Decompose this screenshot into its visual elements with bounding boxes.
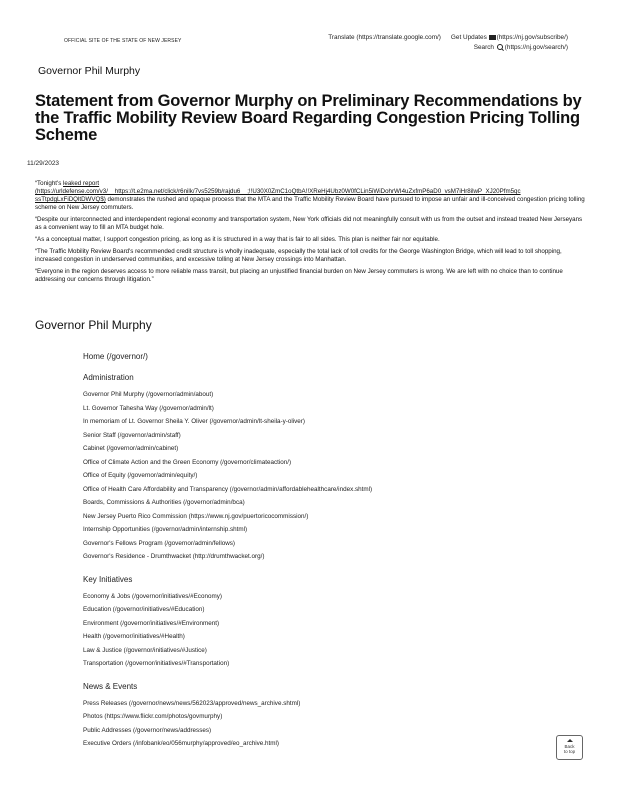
translate-link[interactable]: Translate (https://translate.google.com/) xyxy=(328,34,441,41)
nav-link[interactable]: Lt. Governor Tahesha Way (/governor/admin/lt) xyxy=(83,404,214,412)
site-title-link[interactable]: Governor Phil Murphy xyxy=(38,65,141,77)
search-icon xyxy=(497,44,503,50)
paragraph-4: “The Traffic Mobility Review Board's recommended credit structure is wholly inadequate, especially the total lack of toll credits for the George Washington Bridge, which will lead to toll shopping, increased congestion in underserved communities, and excessive tolling at New Jersey crossings into Manhattan. xyxy=(35,248,562,263)
initiatives-list xyxy=(83,593,503,674)
back-to-top-button[interactable] xyxy=(556,735,583,760)
administration-list xyxy=(83,391,503,567)
nav-link[interactable]: Education (/governor/initiatives/#Education) xyxy=(83,606,205,613)
get-updates-link[interactable] xyxy=(451,33,568,43)
nav-link[interactable]: Executive Orders (/infobank/eo/056murphy/approved/eo_archive.html) xyxy=(83,740,280,747)
nav-link[interactable]: Public Addresses (/governor/news/addresses) xyxy=(83,726,212,734)
chevron-up-icon xyxy=(567,739,573,742)
get-updates-label: Get Updates xyxy=(450,34,487,41)
statement-body xyxy=(35,180,590,288)
footer-nav xyxy=(83,352,503,762)
nav-link[interactable]: Internship Opportunities (/governor/admin/internship.shtml) xyxy=(83,526,248,533)
back-to-top-line1: Back xyxy=(564,744,575,749)
publish-date: 11/29/2023 xyxy=(27,160,60,167)
paragraph-3: “As a conceptual matter, I support congestion pricing, as long as it is structured in a way that is fair to all sides. This plan is neither fair nor equitable. xyxy=(35,236,440,243)
paragraph-2: “Despite our interconnected and interdependent regional economy and transportation system, New York officials did not meaningfully consult with us from the outset and instead treated New Jerseyans as a convenient way to fill an MTA budget hole. xyxy=(35,216,583,231)
paragraph-1 xyxy=(35,180,590,212)
nav-link[interactable]: Environment (/governor/initiatives/#Environment) xyxy=(83,619,220,627)
nav-link[interactable]: In memoriam of Lt. Governor Sheila Y. Oliver (/governor/admin/lt-sheila-y-oliver) xyxy=(83,418,305,425)
nav-link[interactable]: Transportation (/governor/initiatives/#Transportation) xyxy=(83,660,230,667)
official-site-banner: OFFICIAL SITE OF THE STATE OF NEW JERSEY xyxy=(64,38,182,44)
nav-link[interactable]: New Jersey Puerto Rico Commission (https://www.nj.gov/puertoricocommission/) xyxy=(83,512,309,520)
news-list xyxy=(83,700,503,754)
paragraph-1-prefix: “Tonight's xyxy=(35,180,64,187)
nav-section-administration: Administration xyxy=(83,373,134,382)
paragraph-5: “Everyone in the region deserves access to more reliable mass transit, but placing an unjustified financial burden on New Jersey commuters is wrong. We are left with no choice than to continue addressing our concerns through litigation.” xyxy=(35,268,563,283)
nav-link[interactable]: Governor's Fellows Program (/governor/admin/fellows) xyxy=(83,539,236,547)
paragraph-1-rest: demonstrates the rushed and opaque process that the MTA and the Traffic Mobility Review Board have pursued to impose an unfair and ill-conceived congestion pricing tolling scheme on New Jersey commuters. xyxy=(35,196,585,211)
search-link[interactable] xyxy=(474,43,568,53)
nav-section-news-events: News & Events xyxy=(83,681,138,691)
utility-links xyxy=(328,33,568,53)
page-title: Statement from Governor Murphy on Preliminary Recommendations by the Traffic Mobility Review Board Regarding Congestion Pricing Tolling Scheme xyxy=(35,92,582,144)
nav-link[interactable]: Office of Climate Action and the Green Economy (/governor/climateaction/) xyxy=(83,458,292,466)
leaked-report-link[interactable]: leaked report xyxy=(63,180,100,187)
nav-link[interactable]: Governor's Residence - Drumthwacket (http://drumthwacket.org/) xyxy=(83,553,265,560)
nav-link[interactable]: Law & Justice (/governor/initiatives/#Justice) xyxy=(83,646,207,654)
get-updates-url: (https://nj.gov/subscribe/) xyxy=(496,34,568,41)
nav-link[interactable]: Economy & Jobs (/governor/initiatives/#Economy) xyxy=(83,592,222,600)
nav-link[interactable]: Office of Health Care Affordability and Transparency (/governor/admin/affordablehealthcare/index.shtml) xyxy=(83,485,373,493)
nav-link[interactable]: Boards, Commissions & Authorities (/governor/admin/bca) xyxy=(83,499,245,506)
leaked-report-url[interactable]: (https://urldefense.com/v3/__https://t.e2ma.net/click/r6nilk/7vs5259b/rajdu6__;!!U30X0ZmC1oQtbA!!XReHj4Ubz0W0fCLin5iWiDohrWI4uZxfmP6aD0_vsM7iHr8ilwP_XJ20Pfm5qc xyxy=(35,188,521,195)
footer-nav-heading[interactable]: Governor Phil Murphy xyxy=(35,318,152,332)
back-to-top-line2: to top xyxy=(563,749,576,754)
search-label: Search xyxy=(473,44,494,51)
leaked-report-url-end[interactable]: ssTtpdgLxFiDQltDWVQ$) xyxy=(35,196,106,203)
nav-section-key-initiatives: Key Initiatives xyxy=(83,574,133,584)
nav-link[interactable]: Office of Equity (/governor/admin/equity/) xyxy=(83,472,198,479)
nav-link[interactable]: Senior Staff (/governor/admin/staff) xyxy=(83,431,181,439)
search-url: (https://nj.gov/search/) xyxy=(504,44,568,51)
nav-link[interactable]: Photos (https://www.flickr.com/photos/govmurphy) xyxy=(83,713,223,720)
nav-link[interactable]: Cabinet (/governor/admin/cabinet) xyxy=(83,445,179,452)
nav-home-link[interactable]: Home (/governor/) xyxy=(83,352,148,361)
nav-link[interactable]: Governor Phil Murphy (/governor/admin/about) xyxy=(83,391,214,398)
nav-link[interactable]: Health (/governor/initiatives/#Health) xyxy=(83,633,185,640)
envelope-icon xyxy=(489,35,496,40)
nav-link[interactable]: Press Releases (/governor/news/news/562023/approved/news_archive.shtml) xyxy=(83,699,301,707)
